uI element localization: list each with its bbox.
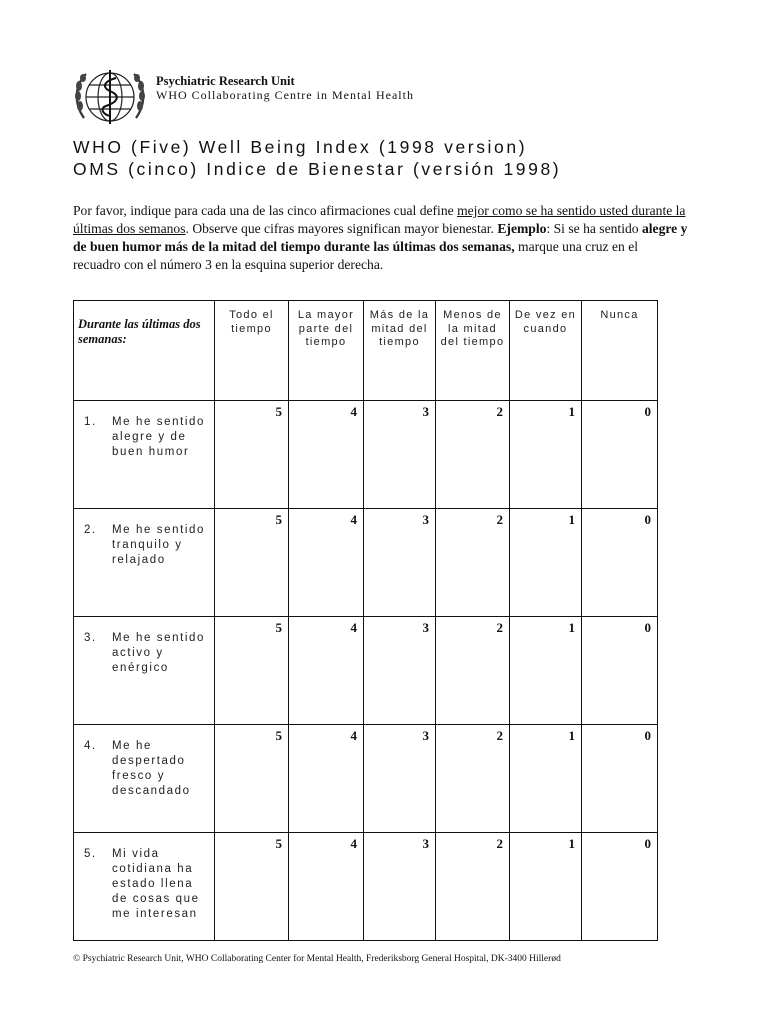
score-cell[interactable]: 5 xyxy=(215,617,289,725)
score-cell[interactable]: 3 xyxy=(364,401,436,509)
score-cell[interactable]: 1 xyxy=(510,833,582,941)
score-cell[interactable]: 4 xyxy=(289,401,364,509)
item-text: Mi vida cotidiana ha estado llena de cosas que me interesan xyxy=(112,848,200,920)
item-text: Me he sentido tranquilo y relajado xyxy=(112,524,206,566)
table-header-row xyxy=(74,301,658,401)
item-text: Me he despertado fresco y descandado xyxy=(112,740,191,797)
score-cell[interactable]: 2 xyxy=(436,401,510,509)
intro-text-1: Por favor, indique para cada una de las cinco afirmaciones cual define xyxy=(73,203,458,218)
table-row xyxy=(74,833,658,941)
score-cell[interactable]: 4 xyxy=(289,833,364,941)
item-label-cell xyxy=(74,833,215,941)
copyright-footer: © Psychiatric Research Unit, WHO Collaborating Center for Mental Health, Frederiksborg General Hospital, DK-3400 Hillerød xyxy=(73,954,561,964)
column-header: De vez en cuando xyxy=(510,301,582,401)
score-cell[interactable]: 2 xyxy=(436,725,510,833)
organization-header xyxy=(156,74,414,103)
intro-underlined: mejor como se ha sentido usted durante la últimas dos semanos xyxy=(73,203,686,236)
score-cell[interactable]: 3 xyxy=(364,833,436,941)
org-title: Psychiatric Research Unit xyxy=(156,74,295,88)
score-cell[interactable]: 0 xyxy=(582,401,658,509)
score-cell[interactable]: 0 xyxy=(582,617,658,725)
score-cell[interactable]: 2 xyxy=(436,617,510,725)
score-cell[interactable]: 0 xyxy=(582,833,658,941)
item-number: 3. xyxy=(84,632,97,644)
item-number: 2. xyxy=(84,524,97,536)
table-row xyxy=(74,725,658,833)
column-header: Menos de la mitad del tiempo xyxy=(436,301,510,401)
intro-text-4: marque una cruz en el recuadro con el número 3 en la esquina superior derecha. xyxy=(73,239,639,272)
item-label-cell xyxy=(74,401,215,509)
score-cell[interactable]: 4 xyxy=(289,509,364,617)
score-cell[interactable]: 0 xyxy=(582,725,658,833)
who-emblem-icon xyxy=(72,66,148,128)
intro-text-2: . Observe que cifras mayores significan mayor bienestar. xyxy=(185,221,494,236)
score-cell[interactable]: 5 xyxy=(215,725,289,833)
table-row xyxy=(74,617,658,725)
score-cell[interactable]: 1 xyxy=(510,725,582,833)
column-header: Más de la mitad del tiempo xyxy=(364,301,436,401)
item-label-cell xyxy=(74,617,215,725)
item-label-cell xyxy=(74,725,215,833)
score-cell[interactable]: 5 xyxy=(215,833,289,941)
instructions-paragraph xyxy=(73,202,688,274)
intro-text-3: : Si se ha sentido xyxy=(546,221,642,236)
score-cell[interactable]: 1 xyxy=(510,617,582,725)
title-spanish: OMS (cinco) Indice de Bienestar (versión 1998) xyxy=(73,159,562,179)
score-cell[interactable]: 5 xyxy=(215,509,289,617)
column-header: La mayor parte del tiempo xyxy=(289,301,364,401)
row-header-label: Durante las últimas dos semanas: xyxy=(74,301,215,401)
table-row xyxy=(74,509,658,617)
title-english: WHO (Five) Well Being Index (1998 version) xyxy=(73,137,528,157)
column-header: Nunca xyxy=(582,301,658,401)
item-label-cell xyxy=(74,509,215,617)
item-text: Me he sentido alegre y de buen humor xyxy=(112,416,206,458)
score-cell[interactable]: 1 xyxy=(510,401,582,509)
score-cell[interactable]: 4 xyxy=(289,725,364,833)
score-cell[interactable]: 0 xyxy=(582,509,658,617)
score-cell[interactable]: 4 xyxy=(289,617,364,725)
score-cell[interactable]: 5 xyxy=(215,401,289,509)
score-cell[interactable]: 1 xyxy=(510,509,582,617)
item-number: 5. xyxy=(84,848,97,860)
wellbeing-table xyxy=(73,300,658,941)
item-text: Me he sentido activo y enérgico xyxy=(112,632,206,674)
intro-bold-phrase: alegre y de buen humor más de la mitad del tiempo durante las últimas dos semanas, xyxy=(73,221,688,254)
item-number: 4. xyxy=(84,740,97,752)
document-title xyxy=(73,136,561,180)
score-cell[interactable]: 3 xyxy=(364,509,436,617)
org-subtitle: WHO Collaborating Centre in Mental Health xyxy=(156,88,414,102)
table-row xyxy=(74,401,658,509)
score-cell[interactable]: 2 xyxy=(436,509,510,617)
example-label: Ejemplo xyxy=(497,221,547,236)
item-number: 1. xyxy=(84,416,97,428)
score-cell[interactable]: 2 xyxy=(436,833,510,941)
column-header: Todo el tiempo xyxy=(215,301,289,401)
score-cell[interactable]: 3 xyxy=(364,725,436,833)
score-cell[interactable]: 3 xyxy=(364,617,436,725)
